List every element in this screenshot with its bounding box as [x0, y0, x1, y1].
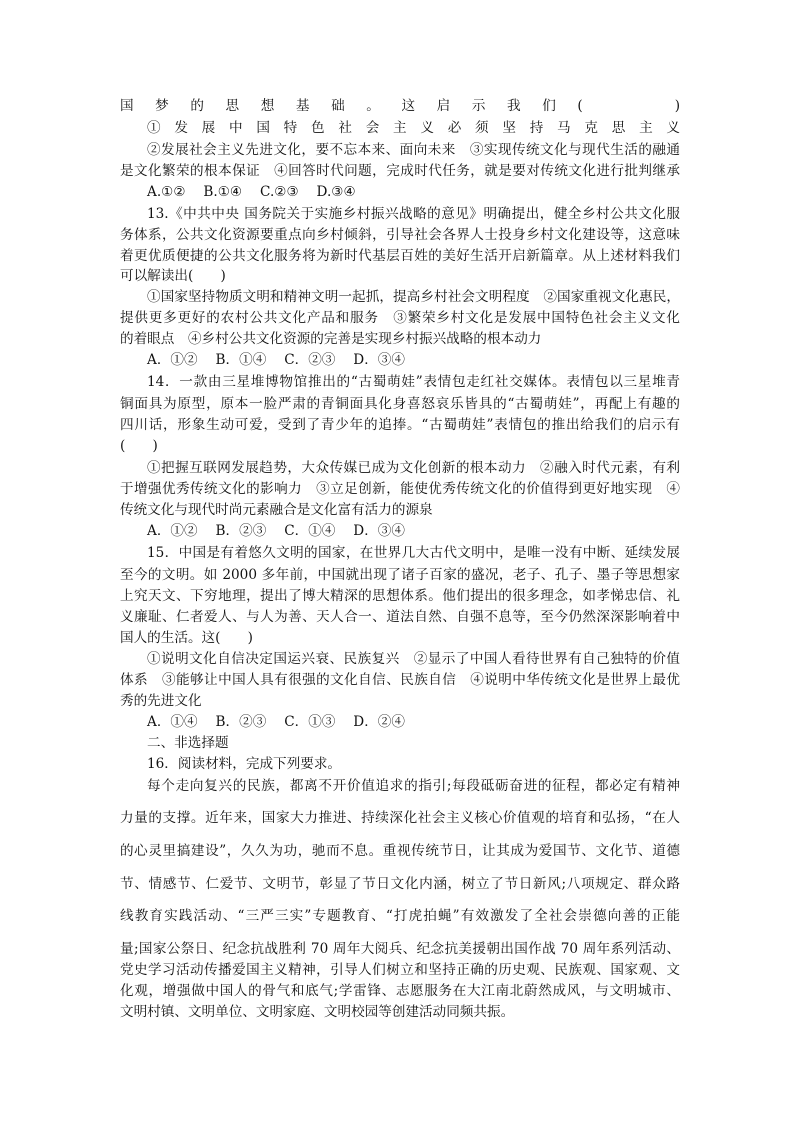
- q12-statement-3-4: 是文化繁荣的根本保证 ④回答时代问题，完成时代任务，就是要对传统文化进行批判继承: [120, 163, 680, 179]
- q15-statement-1: ①说明文化自信决定国运兴衰、民族复兴 ②显示了中国人看待世界有自己独特的价值: [147, 651, 680, 667]
- q14-options: A．①② B．②③ C．①④ D．③④: [147, 523, 405, 539]
- q12-statement-1: ①发展中国特色社会主义必须坚持马克思主义: [147, 120, 680, 136]
- q13-statement-2: 提供更多更好的农村公共文化产品和服务 ③繁荣乡村文化是发展中国特色社会主义文化: [120, 310, 680, 326]
- q15-stem-5: 国人的生活。这( ): [120, 630, 253, 646]
- q13-stem-2: 务体系，公共文化资源要重点向乡村倾斜，引导社会各界人士投身乡村文化建设等，这意味: [120, 227, 680, 243]
- q15-options: A．①④ B．②③ C．①③ D．②④: [147, 714, 405, 730]
- q16-material-2: 力量的支撑。近年来，国家大力推进、持续深化社会主义核心价值观的培育和弘扬，“在人: [120, 810, 680, 826]
- q14-statement-2: 于增强优秀传统文化的影响力 ③立足创新，能使优秀传统文化的价值得到更好地实现 ④: [120, 481, 680, 497]
- section-heading: 二、非选择题: [147, 735, 229, 751]
- q16-material-1: 每个走向复兴的民族，都离不开价值追求的指引;每段砥砺奋进的征程，都必定有精神: [147, 778, 680, 794]
- q16-material-5: 线教育实践活动、“三严三实”专题教育、“打虎拍蝇”有效激发了全社会崇德向善的正能: [120, 908, 680, 924]
- q16-material-3: 的心灵里搞建设”，久久为功，驰而不息。重视传统节日，让其成为爱国节、文化节、道德: [120, 843, 680, 859]
- q15-stem-4: 义廉耻、仁者爱人、与人为善、天人合一、道法自然、自强不息等，至今仍然深深影响着中: [120, 609, 680, 625]
- q16-material-8: 化观，增强做中国人的骨气和底气;学雷锋、志愿服务在大江南北蔚然成风，与文明城市、: [120, 983, 680, 999]
- q15-statement-3: 秀的先进文化: [120, 693, 202, 709]
- q13-stem-1: 13.《中共中央 国务院关于实施乡村振兴战略的意见》明确提出，健全乡村公共文化服: [147, 206, 680, 222]
- q15-stem-2: 至今的文明。如 2000 多年前，中国就出现了诸子百家的盛况，老子、孔子、墨子等思想家: [120, 567, 680, 583]
- q13-stem-4: 可以解读出( ): [120, 268, 226, 284]
- q13-options: A．①② B．①④ C．②③ D．③④: [147, 352, 405, 368]
- q14-stem-3: 四川话，形象生动可爱，受到了青少年的追捧。“古蜀萌娃”表情包的推出给我们的启示有: [120, 417, 680, 433]
- q16-instruction: 16．阅读材料，完成下列要求。: [147, 756, 342, 772]
- q14-stem-2: 铜面具为原型，原本一脸严肃的青铜面具化身喜怒哀乐皆具的“古蜀萌娃”，再配上有趣的: [120, 396, 680, 412]
- q13-statement-3: 的着眼点 ④乡村公共文化资源的完善是实现乡村振兴战略的根本动力: [120, 331, 542, 347]
- q12-options: A.①② B.①④ C.②③ D.③④: [147, 184, 356, 200]
- q14-statement-1: ①把握互联网发展趋势，大众传媒已成为文化创新的根本动力 ②融入时代元素，有利: [147, 460, 680, 476]
- q16-material-7: 党史学习活动传播爱国主义精神，引导人们树立和坚持正确的历史观、民族观、国家观、文: [120, 962, 680, 978]
- q14-statement-3: 传统文化与现代时尚元素融合是文化富有活力的源泉: [120, 502, 433, 518]
- q16-material-9: 文明村镇、文明单位、文明家庭、文明校园等创建活动同频共振。: [120, 1004, 515, 1020]
- q15-stem-3: 上究天文、下穷地理，提出了博大精深的思想体系。他们提出的很多理念，如孝悌忠信、礼: [120, 588, 680, 604]
- q14-stem-1: 14．一款由三星堆博物馆推出的“古蜀萌娃”表情包走红社交媒体。表情包以三星堆青: [147, 374, 680, 390]
- q13-statement-1: ①国家坚持物质文明和精神文明一起抓，提高乡村社会文明程度 ②国家重视文化惠民，: [147, 289, 680, 305]
- q12-statement-2-3: ②发展社会主义先进文化，要不忘本来、面向未来 ③实现传统文化与现代生活的融通: [147, 142, 680, 158]
- q15-statement-2: 体系 ③能够让中国人具有很强的文化自信、民族自信 ④说明中华传统文化是世界上最优: [120, 672, 680, 688]
- q12-stem-end: 国梦的思想基础。这启示我们( ): [120, 98, 680, 114]
- q14-stem-4: ( ): [120, 438, 158, 454]
- q16-material-4: 节、情感节、仁爱节、文明节，彰显了节日文化内涵，树立了节日新风;八项规定、群众路: [120, 876, 680, 892]
- q13-stem-3: 着更优质便捷的公共文化服务将为新时代基层百姓的美好生活开启新篇章。从上述材料我们: [120, 248, 680, 264]
- q16-material-6: 量;国家公祭日、纪念抗战胜利 70 周年大阅兵、纪念抗美援朝出国作战 70 周年系列活动、: [120, 941, 680, 957]
- q15-stem-1: 15．中国是有着悠久文明的国家，在世界几大古代文明中，是唯一没有中断、延续发展: [147, 545, 680, 561]
